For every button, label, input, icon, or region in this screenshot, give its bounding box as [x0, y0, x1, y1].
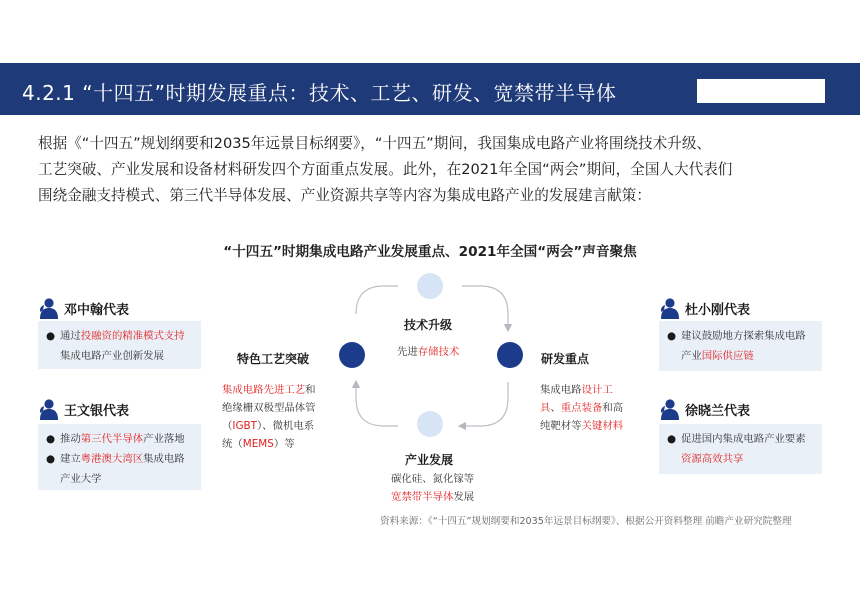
rep-du-header [659, 295, 750, 321]
bullet-dot-icon: ● [667, 433, 677, 445]
plain-text: 通过 [60, 330, 81, 342]
bullet-text [60, 429, 193, 449]
highlight-text: MEMS [242, 438, 274, 450]
node-tech-text [397, 343, 477, 361]
highlight-text: 宽禁带半导体 [391, 491, 454, 503]
highlight-text: 存储技术 [417, 346, 460, 358]
plain-text: ）等 [273, 438, 295, 450]
person-icon [659, 297, 679, 319]
highlight-text: 国际供应链 [701, 350, 754, 362]
rep-deng-panel [38, 321, 201, 369]
rep-du-panel [659, 321, 822, 371]
highlight-text: 关键材料 [581, 420, 624, 432]
node-industry-circle [417, 411, 443, 437]
intro-paragraph [38, 131, 828, 209]
plain-text: 集成电路产业大学 [60, 453, 185, 485]
person-icon [38, 398, 58, 420]
diagram-title: “十四五”时期集成电路产业发展重点、2021年全国“两会”声音聚焦 [223, 244, 637, 260]
rep-xu-header [659, 396, 750, 422]
rep-wang-header [38, 396, 129, 422]
title-placeholder-box [697, 79, 825, 103]
plain-text: 和高纯靶材等 [540, 402, 624, 432]
intro-line: 工艺突破、产业发展和设备材料研发四个方面重点发展。此外，在2021年全国“两会”期间，全国人大代表们 [38, 161, 733, 178]
plain-text: 集成电路 [540, 384, 582, 396]
node-process-text [222, 381, 322, 453]
plain-text: 产业落地 [143, 433, 185, 445]
person-icon [659, 398, 679, 420]
highlight-text: 第三代半导体 [80, 433, 144, 445]
node-process-title: 特色工艺突破 [237, 352, 310, 366]
node-rd-text [540, 381, 632, 435]
person-icon [38, 297, 58, 319]
bullet-dot-icon: ● [46, 453, 56, 465]
intro-line: 根据《“十四五”规划纲要和2035年远景目标纲要》，“十四五”期间，我国集成电路产业将围绕技术升级、 [38, 135, 712, 152]
node-process-circle [339, 342, 365, 368]
rep-name: 杜小刚代表 [685, 302, 751, 318]
bullet-dot-icon: ● [667, 330, 677, 342]
plain-text: 发展 [453, 491, 475, 503]
bullet-item [667, 429, 814, 469]
rep-deng-header [38, 295, 129, 321]
connector-line [356, 286, 398, 314]
node-industry-line: 碳化硅、氮化镓等 [391, 473, 475, 485]
plain-text: ）、微机电系统（ [222, 420, 315, 450]
connector-arrow [462, 286, 508, 328]
bullet-item [46, 429, 193, 449]
bullet-text [681, 326, 814, 366]
rep-xu-panel [659, 424, 822, 474]
plain-text: 先进 [397, 346, 418, 358]
highlight-text: 投融资的精准模式支持 [80, 330, 185, 342]
highlight-text: 粤港澳大湾区 [80, 453, 144, 465]
rep-name: 邓中翰代表 [64, 302, 130, 318]
bullet-item [46, 449, 193, 489]
plain-text: 和绝缘栅双极型晶体管（ [222, 384, 316, 432]
plain-text: 促进国内集成电路产业要素 [681, 433, 806, 445]
highlight-text: IGBT [232, 420, 257, 432]
highlight-text: 集成电路先进工艺 [222, 384, 306, 396]
bullet-dot-icon: ● [46, 433, 56, 445]
highlight-text: 设计工具 [540, 384, 613, 414]
bullet-text [60, 326, 193, 366]
intro-line: 围绕金融支持模式、第三代半导体发展、产业资源共享等内容为集成电路产业的发展建言献策： [38, 187, 651, 204]
connector-arrow [356, 384, 398, 426]
node-industry-text [391, 470, 487, 506]
node-tech-title: 技术升级 [404, 318, 453, 332]
bullet-text [681, 429, 814, 469]
highlight-text: 重点装备 [560, 402, 603, 414]
plain-text: 集成电路产业创新发展 [60, 350, 164, 362]
connector-arrow [462, 382, 508, 426]
source-note: 资料来源：《“十四五”规划纲要和2035年远景目标纲要》、根据公开资料整理 前瞻产业研究院整理 [380, 516, 792, 527]
rep-name: 王文银代表 [64, 403, 130, 419]
page-title: 4.2.1 “十四五”时期发展重点：技术、工艺、研发、宽禁带半导体 [22, 81, 617, 105]
node-industry-line [391, 488, 487, 506]
rep-wang-panel [38, 424, 201, 490]
rep-name: 徐晓兰代表 [685, 403, 751, 419]
plain-text: 建立 [60, 453, 81, 465]
node-tech-circle [417, 273, 443, 299]
bullet-item [667, 326, 814, 366]
plain-text: 推动 [60, 433, 81, 445]
node-industry-title: 产业发展 [405, 453, 454, 467]
bullet-dot-icon: ● [46, 330, 56, 342]
node-rd-title: 研发重点 [541, 352, 590, 366]
bullet-text [60, 449, 193, 489]
plain-text: 建议鼓励地方探索集成电路产业 [681, 330, 806, 362]
highlight-text: 资源高效共享 [681, 453, 744, 465]
node-rd-circle [497, 342, 523, 368]
plain-text: 、 [550, 402, 561, 414]
bullet-item [46, 326, 193, 366]
